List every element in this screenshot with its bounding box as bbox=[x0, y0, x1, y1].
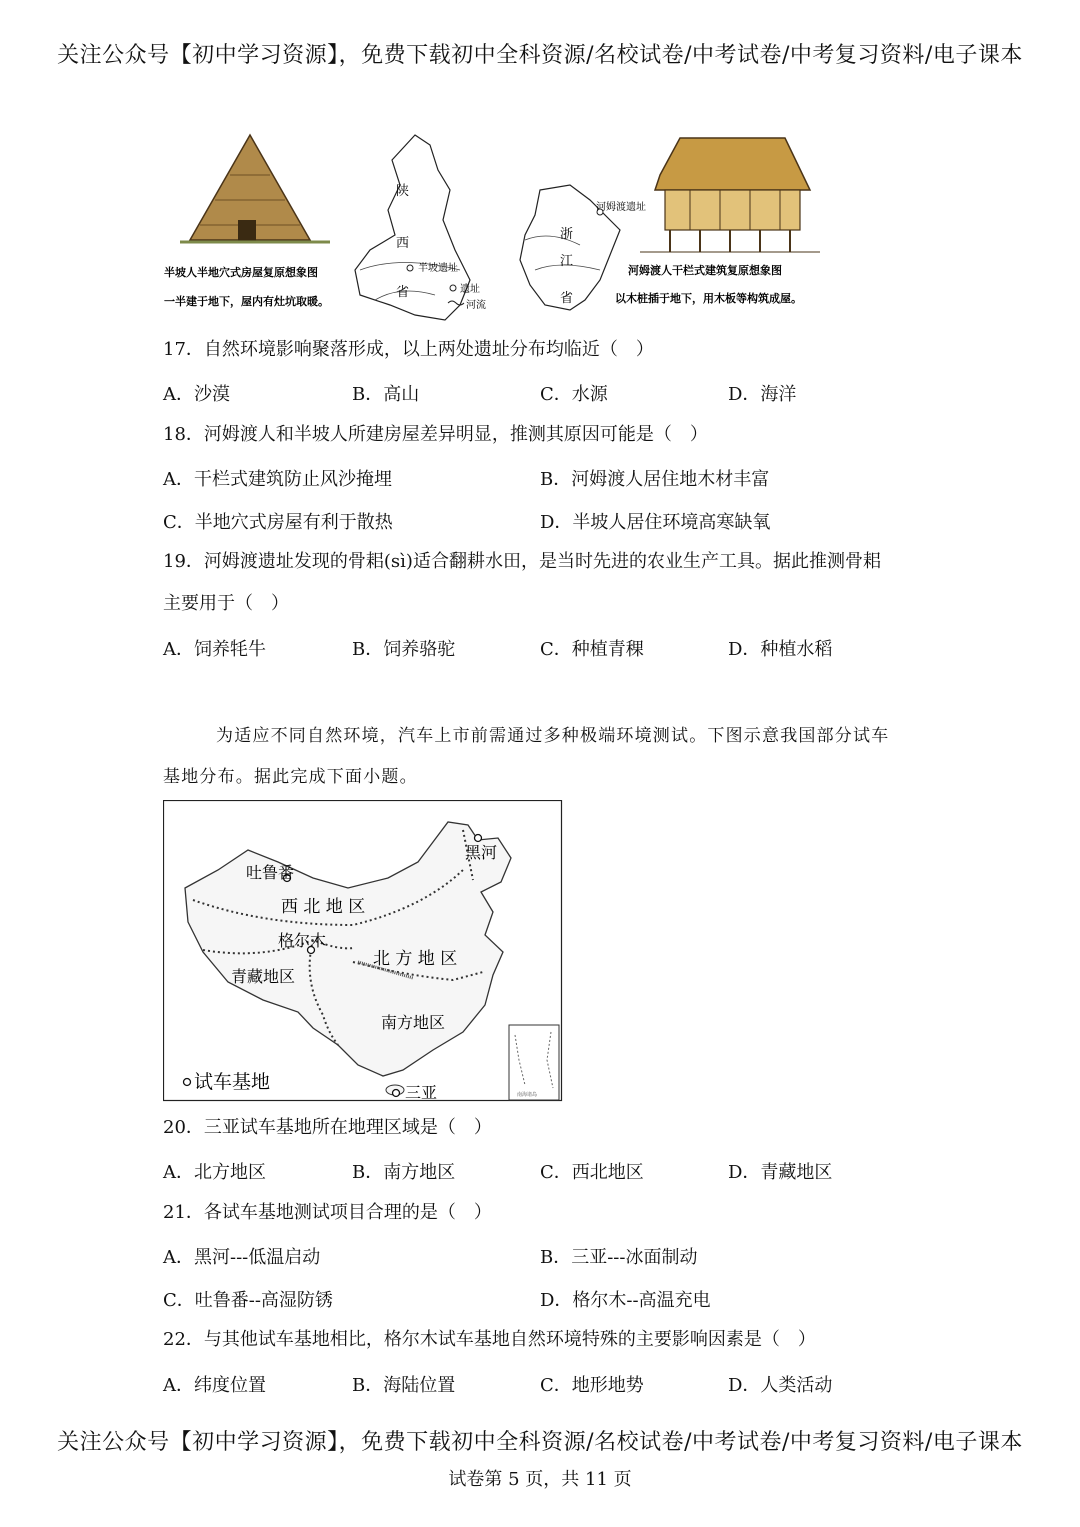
hemudu-house-illustration bbox=[640, 138, 820, 252]
question-22-stem: 22．与其他试车基地相比，格尔木试车基地自然环境特殊的主要影响因素是（ ） bbox=[163, 1329, 816, 1350]
zhejiang-char-3: 省 bbox=[560, 291, 574, 306]
legend-river: 河流 bbox=[466, 300, 486, 311]
q22-option-d: D．人类活动 bbox=[728, 1375, 833, 1396]
q19-option-a: A．饲养牦牛 bbox=[163, 639, 266, 660]
q21-option-a: A．黑河---低温启动 bbox=[163, 1247, 321, 1268]
q20-option-c: C．西北地区 bbox=[540, 1162, 644, 1183]
banpo-caption-1: 半坡人半地穴式房屋复原想象图 bbox=[164, 266, 318, 279]
northwest-region-label: 西 北 地 区 bbox=[281, 897, 366, 917]
shaanxi-map bbox=[355, 135, 470, 320]
south-china-sea-inset bbox=[509, 1025, 559, 1100]
question-20-stem: 20．三亚试车基地所在地理区域是（ ） bbox=[163, 1117, 492, 1138]
zhejiang-char-2: 江 bbox=[560, 254, 574, 269]
q22-option-a: A．纬度位置 bbox=[163, 1375, 266, 1396]
heihe-label: 黑河 bbox=[465, 843, 498, 862]
test-base-map bbox=[163, 800, 563, 1102]
q17-option-b: B．高山 bbox=[352, 384, 420, 405]
settlement-figure bbox=[160, 130, 860, 325]
zhejiang-char-1: 浙 bbox=[560, 227, 574, 242]
legend-site: 遗址 bbox=[460, 284, 480, 295]
qingzang-region-label: 青藏地区 bbox=[231, 967, 296, 986]
legend-site-icon bbox=[450, 285, 456, 291]
sanya-label: 三亚 bbox=[405, 1083, 438, 1102]
shaanxi-char-2: 西 bbox=[396, 236, 410, 251]
page-number: 试卷第 5 页，共 11 页 bbox=[448, 1469, 632, 1490]
q20-option-d: D．青藏地区 bbox=[728, 1162, 833, 1183]
question-18-stem: 18．河姆渡人和半坡人所建房屋差异明显，推测其原因可能是（ ） bbox=[163, 424, 708, 445]
q22-option-c: C．地形地势 bbox=[540, 1375, 644, 1396]
shaanxi-char-1: 陕 bbox=[396, 184, 410, 199]
q22-option-b: B．海陆位置 bbox=[352, 1375, 456, 1396]
header-banner: 关注公众号【初中学习资源】，免费下载初中全科资源/名校试卷/中考试卷/中考复习资料/电子课本 bbox=[57, 43, 1023, 68]
hemudu-caption-1: 河姆渡人干栏式建筑复原想象图 bbox=[628, 264, 782, 277]
q19-option-c: C．种植青稞 bbox=[540, 639, 644, 660]
inset-label: 南海诸岛 bbox=[517, 1092, 538, 1098]
question-19-stem-line1: 19．河姆渡遗址发现的骨耜(sì)适合翻耕水田，是当时先进的农业生产工具。据此推测骨耜 bbox=[163, 551, 881, 572]
heihe-marker bbox=[475, 835, 482, 842]
q21-option-d: D．格尔木--高温充电 bbox=[540, 1290, 711, 1311]
question-21-stem: 21．各试车基地测试项目合理的是（ ） bbox=[163, 1202, 492, 1223]
hemudu-caption-2: 以木桩插于地下，用木板等构筑成屋。 bbox=[615, 292, 802, 305]
q18-option-d: D．半坡人居住环境高寒缺氧 bbox=[540, 512, 771, 533]
q18-option-b: B．河姆渡人居住地木材丰富 bbox=[540, 469, 770, 490]
north-region-label: 北 方 地 区 bbox=[373, 949, 458, 969]
geermu-label: 格尔木 bbox=[278, 931, 327, 950]
q19-option-b: B．饲养骆驼 bbox=[352, 639, 456, 660]
question-17-stem: 17．自然环境影响聚落形成，以上两处遗址分布均临近（ ） bbox=[163, 339, 654, 360]
footer-banner: 关注公众号【初中学习资源】，免费下载初中全科资源/名校试卷/中考试卷/中考复习资料/电子课本 bbox=[57, 1430, 1023, 1455]
banpo-hut-illustration bbox=[180, 135, 330, 242]
passage-line-1: 为适应不同自然环境，汽车上市前需通过多种极端环境测试。下图示意我国部分试车 bbox=[216, 726, 890, 746]
q20-option-b: B．南方地区 bbox=[352, 1162, 456, 1183]
banpo-caption-2: 一半建于地下，屋内有灶坑取暖。 bbox=[164, 295, 329, 308]
legend-test-base: 试车基地 bbox=[194, 1071, 271, 1093]
south-region-label: 南方地区 bbox=[381, 1013, 446, 1032]
tulufan-label: 吐鲁番 bbox=[246, 863, 295, 882]
q19-option-d: D．种植水稻 bbox=[728, 639, 833, 660]
q21-option-b: B．三亚---冰面制动 bbox=[540, 1247, 698, 1268]
q21-option-c: C．吐鲁番--高湿防锈 bbox=[163, 1290, 333, 1311]
q17-option-a: A．沙漠 bbox=[163, 384, 230, 405]
shaanxi-char-3: 省 bbox=[396, 285, 410, 300]
question-19-stem-line2: 主要用于（ ） bbox=[163, 593, 289, 614]
q18-option-c: C．半地穴式房屋有利于散热 bbox=[163, 512, 393, 533]
passage-line-2: 基地分布。据此完成下面小题。 bbox=[163, 767, 418, 787]
q17-option-d: D．海洋 bbox=[728, 384, 797, 405]
banpo-site-label: 半坡遗址 bbox=[418, 263, 458, 274]
q17-option-c: C．水源 bbox=[540, 384, 608, 405]
sanya-marker bbox=[393, 1090, 400, 1097]
legend-marker bbox=[184, 1079, 191, 1086]
q18-option-a: A．干栏式建筑防止风沙掩埋 bbox=[163, 469, 392, 490]
q20-option-a: A．北方地区 bbox=[163, 1162, 266, 1183]
hemudu-site-label: 河姆渡遗址 bbox=[596, 202, 646, 213]
